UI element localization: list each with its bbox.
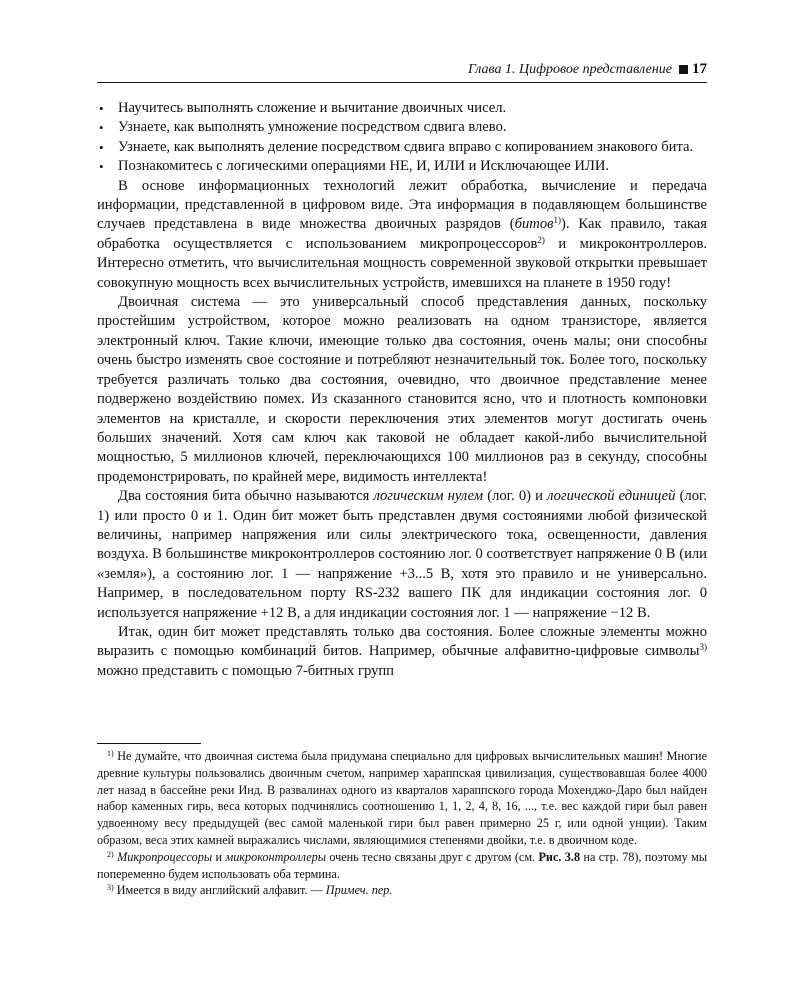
footnote-ref[interactable]: 3) — [699, 642, 707, 653]
term-bits: битов — [514, 216, 554, 233]
footnote-3: $^{3)}$ Имеется в виду английский алфавит. — Примеч. пер. — [107, 883, 393, 898]
footnote-rule — [97, 743, 201, 744]
term-logic-one: логической единицей — [547, 488, 676, 505]
footnote-ref[interactable]: 2) — [537, 234, 545, 245]
list-item: • Познакомитесь с логическими операциями НЕ, И, ИЛИ и Исключающее ИЛИ. — [97, 157, 707, 176]
paragraph-binary-system: Двоичная система — это универсальный способ представления данных, поскольку простейшим устройством, которое можно реализовать на одном транзисторе, является электронный ключ. Такие ключи, имеющие только два состояния, очень малы; они способны очень быстро изменять свое состояние и потребляют незначительный ток. Более того, поскольку требуется различать только два состояния, очевидно, что двоичное представление менее подвержено воздействию помех. Из сказанного становится ясно, что и плотность компоновки элементов на кристалле, и скорости переключения этих элементов могут достигать очень больших значений. Хотя сам ключ как таковой не обладает какой-либо вычислительной мощностью, 5 миллионов ключей, переключающихся 100 миллионов раз в секунду, способны продемонстрировать, по крайней мере, видимость интеллекта! — [97, 294, 707, 485]
bullet-icon: • — [99, 159, 104, 175]
bullet-icon: • — [99, 101, 104, 116]
running-header — [97, 60, 707, 79]
paragraph-intro: В основе информационных технологий лежит обработка, вычисление и передача информации, представленной в цифровом виде. Эта информация в подавляющем большинстве случаев представлена в виде множества двоичных разрядов (битов$^{1)}$). Как правило, такая обработка осуществляется с использованием микропроцессоров$^{2)}$ и микроконтроллеров. Интересно отметить, что вычислительная мощность современной звуковой открытки превышает совокупную мощность всех вычислительных устройств, имевшихся на планете в 1950 году! — [97, 177, 708, 291]
header-rule — [97, 82, 707, 83]
bullet-icon: • — [99, 139, 104, 155]
list-item: • Узнаете, как выполнять деление посредством сдвига вправо с копированием знакового бита. — [97, 138, 707, 157]
bullet-list — [97, 99, 707, 177]
paragraph-bit-groups: Итак, один бит может представлять только два состояния. Более сложные элементы можно выразить с помощью комбинаций битов. Например, обычные алфавитно-цифровые символы$^{3)}$ можно представить с помощью 7-битных групп — [97, 623, 707, 679]
list-item: • Узнаете, как выполнять умножение посредством сдвига влево. — [97, 118, 707, 137]
paragraph-bit-states: Два состояния бита обычно называются логическим нулем (лог. 0) и логической единицей (лог. 1) или просто 0 и 1. Один бит может быть представлен двумя состояниями любой физической величины, например напряжения или силы электрического тока, освещенности, давления воздуха. В большинстве микроконтроллеров состоянию лог. 0 соответствует напряжение 0 В (или «земля»), а состоянию лог. 1 — напряжение +3...5 В, хотя это правило и не универсально. Например, в последовательном порту RS-232 вашего ПК для индикации состояния лог. 0 используется напряжение +12 В, а для индикации состояния лог. 1 — напряжение −12 В. — [97, 488, 707, 621]
square-separator-icon — [679, 65, 688, 74]
body-text — [97, 99, 707, 681]
footnote-1: $^{1)}$ Не думайте, что двоичная система была придумана специально для цифровых вычислительных машин! Многие древние культуры пользовались двоичным счетом, например хараппская цивилизация, существовавшая более 4000 лет назад в бассейне реки Инд. В развалинах одного из кварталов хараппского города Мохенджо-Даро был найден набор каменных гирь, веса которых подчинялись соотношению 1, 1, 2, 4, 8, 16, ..., т.е. вес каждой гири был равен удвоенному весу предыдущей (вес самой маленькой гири был равен примерно 25 г, или одной унции). Таким образом, веса этих камней выражались числами, являющимися степенями двойки, т.е. в двоичном коде. — [97, 749, 707, 847]
page-number: 17 — [692, 61, 707, 77]
footnotes — [97, 748, 707, 899]
footnote-ref[interactable]: 1) — [553, 215, 561, 226]
term-logic-zero: логическим нулем — [373, 488, 484, 505]
figure-reference[interactable]: Рис. 3.8 — [538, 849, 581, 864]
chapter-title: Глава 1. Цифровое представление — [468, 62, 672, 77]
footnote-2: $^{2)}$ Микропроцессоры и микроконтроллеры очень тесно связаны друг с другом (см. Рис. 3.8 на стр. 78), поэтому мы попеременно будем использовать оба термина. — [97, 849, 708, 881]
bullet-icon: • — [99, 120, 104, 136]
list-item: • Научитесь выполнять сложение и вычитание двоичных чисел. — [97, 99, 707, 118]
